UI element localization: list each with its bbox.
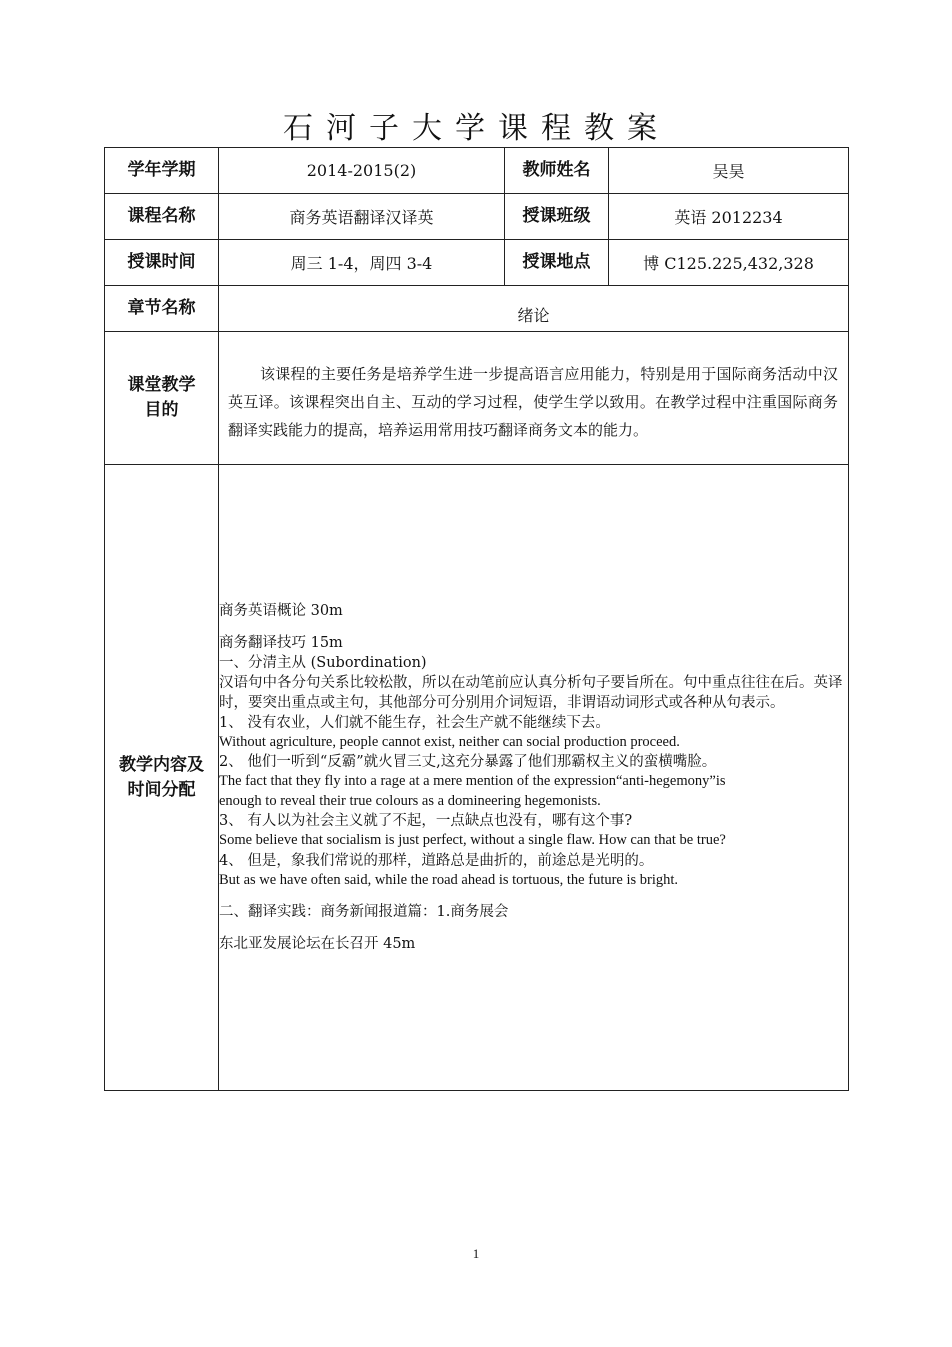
year-term-label: 学年学期 (105, 148, 219, 194)
page-number: 1 (472, 1246, 480, 1261)
time-value: 周三 1-4，周四 3-4 (219, 240, 505, 286)
content-line-skills: 商务翻译技巧 15m (219, 634, 343, 651)
class-value: 英语 2012234 (609, 194, 849, 240)
place-value: 博 C125.225,432,328 (609, 240, 849, 286)
example-1-chinese: 1、 没有农业，人们就不能生存，社会生产就不能继续下去。 (219, 714, 610, 731)
teacher-label: 教师姓名 (505, 148, 609, 194)
lesson-plan-table (104, 147, 849, 1091)
content-line-subordination: 一、分清主从 (Subordination) (219, 654, 427, 671)
document-title: 石河子大学课程教案 (283, 111, 670, 146)
example-4-english: But as we have often said, while the road ahead is tortuous, the future is bright. (219, 871, 679, 888)
content-line-forum: 东北亚发展论坛在长召开 45m (219, 936, 416, 953)
content-line-practice: 二、翻译实践：商务新闻报道篇：1.商务展会 (219, 904, 509, 921)
course-label: 课程名称 (105, 194, 219, 240)
content-line-overview: 商务英语概论 30m (219, 602, 343, 619)
content-label (105, 465, 219, 1091)
objective-label-text: 课堂教学目的 (127, 375, 196, 420)
example-2-chinese: 2、 他们一听到“反霸”就火冒三丈,这充分暴露了他们那霸权主义的蛮横嘴脸。 (219, 754, 717, 771)
time-label: 授课时间 (105, 240, 219, 286)
objective-text: 该课程的主要任务是培养学生进一步提高语言应用能力，特别是用于国际商务活动中汉英互译。该课程突出自主、互动的学习过程，使学生学以致用。在教学过程中注重国际商务翻译实践能力的提高，培养运用常用技巧翻译商务文本的能力。 (228, 365, 838, 439)
chapter-value: 绪论 (219, 286, 849, 332)
example-3-chinese: 3、 有人以为社会主义就了不起，一点缺点也没有，哪有这个事? (219, 813, 633, 830)
content-line-explanation: 汉语句中各分句关系比较松散，所以在动笔前应认真分析句子要旨所在。句中重点往往在后。英译时，要突出重点或主句，其他部分可分别用介词短语，非谓语动词形式或各种从句表示。 (219, 674, 843, 711)
content-cell (219, 465, 849, 1091)
chapter-label: 章节名称 (105, 286, 219, 332)
objective-label (105, 332, 219, 465)
example-1-english: Without agriculture, people cannot exist, neither can social production proceed. (219, 733, 680, 750)
objective-cell (219, 332, 849, 465)
class-label: 授课班级 (505, 194, 609, 240)
course-value: 商务英语翻译汉译英 (219, 194, 505, 240)
example-2-english: The fact that they fly into a rage at a mere mention of the expression“anti-hegemony”is enough to reveal their true colours as a domineering hegemonists. (219, 773, 726, 809)
year-term-value: 2014-2015(2) (219, 148, 505, 194)
place-label: 授课地点 (505, 240, 609, 286)
example-4-chinese: 4、 但是，象我们常说的那样，道路总是曲折的，前途总是光明的。 (219, 852, 654, 869)
example-3-english: Some believe that socialism is just perfect, without a single flaw. How can that be true? (219, 832, 726, 849)
content-label-text: 教学内容及时间分配 (119, 754, 204, 800)
teacher-value: 吴昊 (609, 148, 849, 194)
